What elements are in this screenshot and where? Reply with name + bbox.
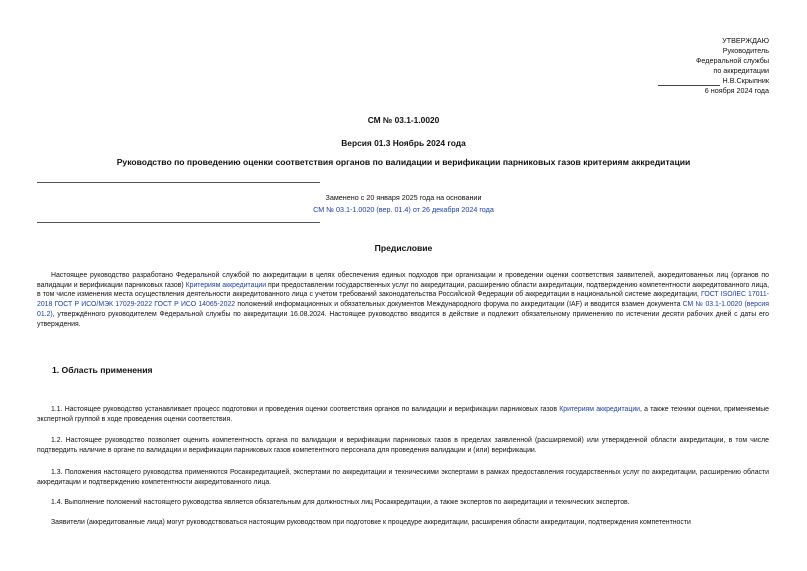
section-heading: 1. Область применения: [52, 365, 153, 375]
criteria-link-2[interactable]: Критериям аккредитации: [559, 406, 641, 413]
paragraph-1-1-text: 1.1. Настоящее руководство устанавливает процесс подготовки и проведения оценки соответствия органов по валидации и верификации парниковых газов: [51, 406, 560, 413]
document-title: Руководство по проведению оценки соответствия органов по валидации и верификации парниковых газов критериям аккредитации: [116, 157, 691, 167]
preface-heading: Предисловие: [374, 243, 433, 253]
paragraph-1-3: 1.3. Положения настоящего руководства применяются Росаккредитацией, экспертами по аккредитации и техническими экспертами в рамках предоставления государственных услуг по аккредитации, расширению области аккредитации и подтверждению компетентности аккредитованного лица.: [37, 469, 769, 486]
approver-name: Н.В.Скрыпник: [722, 76, 769, 85]
approval-date: 6 ноября 2024 года: [704, 86, 769, 95]
approval-position: Руководитель: [722, 46, 769, 55]
approval-block: [629, 36, 769, 96]
approval-heading: УТВЕРЖДАЮ: [722, 36, 769, 45]
gost-17011-link[interactable]: ГОСТ ISO/IEC 17011-2018: [37, 291, 769, 309]
criteria-link[interactable]: Критериям аккредитации: [185, 281, 267, 289]
paragraph-1-2: 1.2. Настоящее руководство позволяет оценить компетентность органа по валидации и верификации парниковых газов в пределах заявленной (расширяемой) или утвержденной области аккредитации, в том числе подтвердить наличие в органе по валидации и верификации парниковых газов компетентного персонала для проведения валидации и (или) верификации.: [37, 437, 769, 454]
paragraph-1-4: 1.4. Выполнение положений настоящего руководства является обязательным для должностных лиц Росаккредитации, а также экспертов по аккредитации и технических экспертов.: [51, 499, 630, 506]
document-number: СМ № 03.1-1.0020: [367, 115, 440, 125]
approval-agency-2: по аккредитации: [713, 66, 769, 75]
preface-text-d: , утверждённого руководителем Федеральной службы по аккредитации 16.08.2024. Настоящее руководство вводится в действие и подлежит обязательному применению по истечении десяти рабочих дней с даты его утверждения.: [37, 310, 769, 328]
approval-agency: Федеральной службы: [695, 56, 769, 65]
preface-text-b: при предоставлении государственных услуг по аккредитации, расширению области аккредитации, подтверждению компетентности аккредитованного лица, в том числе изменения места осуществления деятельности аккредитованного лица с учетом требований законодательства Российской Федерации об аккредитации в национальной системе аккредитации,: [37, 281, 769, 299]
replacement-text: Заменено с 20 января 2025 года на основании: [325, 193, 482, 202]
divider-bottom: [37, 222, 320, 223]
gost-14065-link[interactable]: ГОСТ Р ИСО 14065-2022: [154, 301, 236, 309]
document-version: Версия 01.3 Ноябрь 2024 года: [341, 138, 466, 148]
paragraph-applicants: Заявители (аккредитованные лица) могут руководствоваться настоящим руководством при подготовке к процедуре аккредитации, расширения области аккредитации, подтверждения компетентности: [51, 519, 691, 526]
replacement-note: [0, 192, 807, 216]
preface-text-a: Настоящее руководство разработано Федеральной службой по аккредитации в целях обеспечения единых подходов при организации и проведении оценки соответствия заявителей, аккредитованных лиц (органов по валидации и верификации парниковых газов): [37, 272, 769, 289]
preface-text-c: положений информационных и обязательных документов Международного форума по аккредитации (IAF) и вводится взамен документа: [235, 301, 683, 309]
approval-signature: [629, 76, 769, 86]
replacement-link[interactable]: СМ № 03.1-1.0020 (вер. 01.4) от 26 декабря 2024 года: [313, 205, 494, 214]
previous-version-link[interactable]: СМ № 03.1-1.0020 (версия 01.2): [37, 301, 770, 318]
gost-17029-link[interactable]: ГОСТ Р ИСО/МЭК 17029-2022: [54, 301, 153, 309]
paragraph-1-1-text-b: , а также техники оценки, применяемые экспертной группой в ходе проведения оценки соответствия.: [37, 406, 769, 423]
signature-line: [658, 77, 720, 86]
preface-paragraph: [37, 271, 769, 329]
divider-top: [37, 182, 320, 183]
paragraph-1-1: [37, 405, 769, 424]
